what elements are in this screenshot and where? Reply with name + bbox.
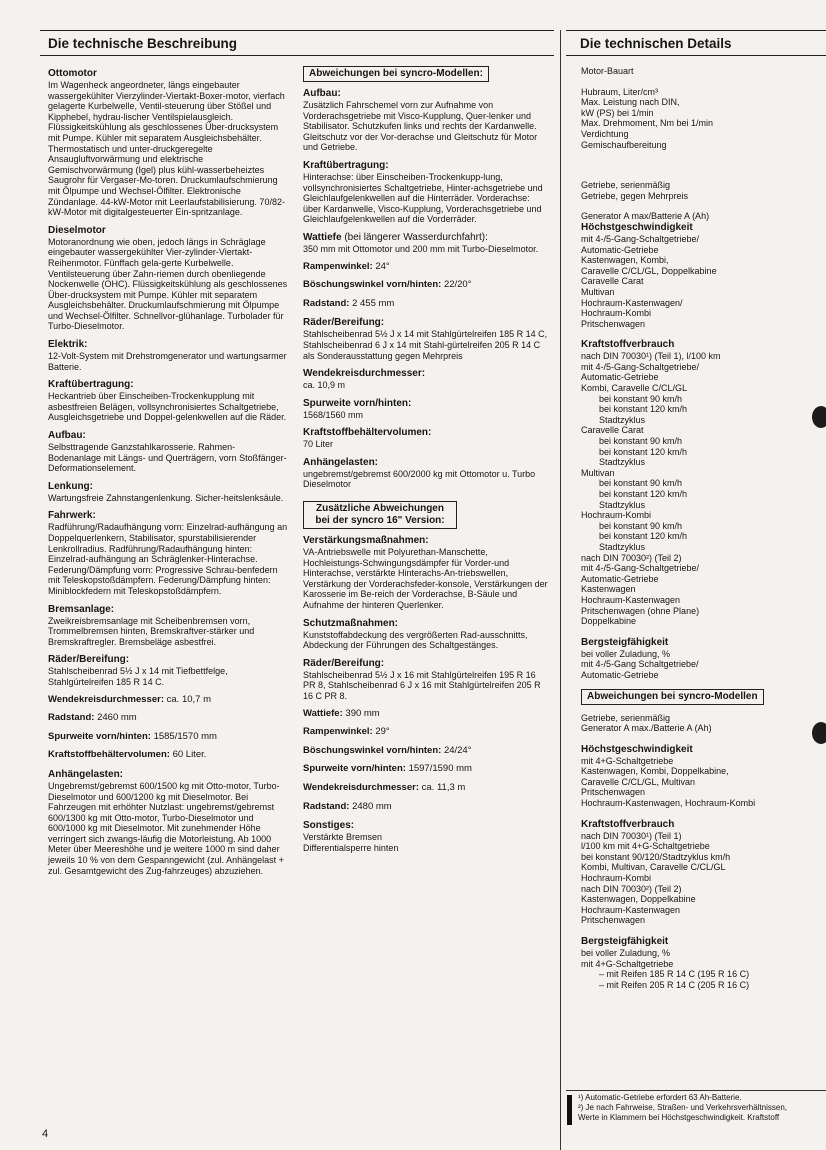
detail-label: Hochraum-Kastenwagen, Hochraum-Kombi <box>581 798 756 809</box>
detail-label: Getriebe, serienmäßig <box>581 180 671 191</box>
section-header-description: Die technische Beschreibung <box>40 30 554 56</box>
spacer <box>581 627 826 637</box>
spec-value: 1597/1590 mm <box>408 763 472 775</box>
spec-value: ca. 11,3 m <box>421 781 466 793</box>
section-title: Lenkung: <box>48 480 93 492</box>
spec-label: Böschungswinkel vorn/hinten: <box>303 279 442 291</box>
section-text: 350 mm mit Ottomotor und 200 mm mit Turbo-Dieselmotor. <box>303 243 539 254</box>
detail-label: Pritschenwagen <box>581 318 646 329</box>
syncro-section <box>303 457 548 490</box>
detail-label: bei konstant 90 km/h <box>599 478 683 489</box>
spec-label: Kraftstoffbehältervolumen: <box>48 749 170 761</box>
detail-label: mit 4-/5-Gang Schaltgetriebe/ <box>581 659 699 670</box>
syncro-section-wattiefe <box>303 232 548 255</box>
syncro16-section-sonstiges <box>303 820 548 853</box>
section-text: Stahlscheibenrad 5½ J x 16 mit Stahlgürtelreifen 195 R 16 PR 8, Stahlscheibenrad 6 J x 16 mit Stahlgürtelreifen 205 R 16 C PR 8. <box>303 669 541 701</box>
spec-value: 24/24° <box>443 744 472 756</box>
section-text: Kunststoffabdeckung des vergrößerten Rad-ausschnitts, Abdeckung der Führungen des Schaltgestänges. <box>303 629 528 651</box>
detail-heading: Kraftstoffverbrauch <box>581 339 675 351</box>
spec-label: Radstand: <box>303 297 350 309</box>
spacer <box>581 201 826 211</box>
description-column <box>48 68 288 883</box>
spec-line <box>48 695 288 706</box>
detail-label: Motor-Bauart <box>581 66 634 76</box>
syncro-column <box>303 62 548 860</box>
detail-label: Kastenwagen <box>581 584 636 595</box>
spec-value: 2480 mm <box>352 800 392 812</box>
detail-heading: Höchstgeschwindigkeit <box>581 743 693 755</box>
syncro16-section <box>303 658 548 702</box>
spec-label: Radstand: <box>303 800 350 812</box>
section-text: 12-Volt-System mit Drehstromgenerator und wartungsarmer Batterie. <box>48 351 287 372</box>
detail-label: Caravelle C/CL/GL, Doppelkabine <box>581 265 717 276</box>
section-title: Räder/Bereifung: <box>303 657 385 669</box>
detail-label: nach DIN 70030¹) (Teil 1), l/100 km <box>581 351 721 362</box>
description-section <box>48 604 288 648</box>
section-text: 1568/1560 mm <box>303 409 364 420</box>
detail-label: Pritschenwagen <box>581 915 646 926</box>
detail-label: Gemischaufbereitung <box>581 139 667 150</box>
syncro16-section <box>303 535 548 611</box>
detail-label: Multivan <box>581 467 615 478</box>
section-header-details: Die technischen Details <box>566 30 826 56</box>
section-title: Aufbau: <box>303 88 341 99</box>
detail-heading: Höchstgeschwindigkeit <box>581 221 693 233</box>
detail-label: Stadtzyklus <box>599 499 646 510</box>
section-title: Räder/Bereifung: <box>303 317 385 329</box>
section-title: Kraftstoffbehältervolumen: <box>303 427 432 439</box>
spec-value: 60 Liter. <box>172 749 207 761</box>
detail-label: Caravelle C/CL/GL, Multivan <box>581 776 696 787</box>
syncro-section <box>303 317 548 361</box>
detail-heading: Kraftstoffverbrauch <box>581 818 675 830</box>
section-title: Wendekreisdurchmesser: <box>303 368 426 380</box>
section-title: Bremsanlage: <box>48 603 115 615</box>
detail-label: nach DIN 70030²) (Teil 2) <box>581 552 682 563</box>
footnote-line: ²) Je nach Fahrweise, Straßen- und Verkehrsverhältnissen, <box>578 1103 787 1112</box>
detail-heading: Bergsteigfähigkeit <box>581 636 669 648</box>
spec-line <box>303 299 548 310</box>
section-title: Kraftübertragung: <box>48 379 134 391</box>
detail-label: Generator A max./Batterie A (Ah) <box>581 723 712 734</box>
spacer <box>581 809 826 819</box>
spec-label: Wendekreisdurchmesser: <box>303 781 419 793</box>
spec-line <box>303 764 548 775</box>
section-title: Schutzmaßnahmen: <box>303 617 399 629</box>
detail-label: Max. Drehmoment, Nm bei 1/min <box>581 118 714 129</box>
section-text: ca. 10,9 m <box>303 380 346 391</box>
description-section <box>48 430 288 474</box>
spec-value: 1585/1570 mm <box>153 730 217 742</box>
section-text: ungebremst/gebremst 600/2000 kg mit Ottomotor u. Turbo Dieselmotor <box>303 468 536 490</box>
spec-value: 2460 mm <box>97 712 137 724</box>
section-title: Verstärkungsmaßnahmen: <box>303 535 429 547</box>
section-title: Kraftübertragung: <box>303 159 389 171</box>
detail-label: Hochraum-Kastenwagen/ <box>581 297 683 308</box>
detail-label: Getriebe, gegen Mehrpreis <box>581 190 689 201</box>
detail-label: Pritschenwagen <box>581 787 646 798</box>
detail-label: Caravelle Carat <box>581 276 644 287</box>
spec-label: Wendekreisdurchmesser: <box>48 693 164 705</box>
section-text: Ungebremst/gebremst 600/1500 kg mit Otto-motor, Turbo-Dieselmotor und 600/1200 kg mit Dieselmotor. Bei Fahrzeugen mit erhöhter Nutzlast: ungebremst/gebremst 600/1300 kg mit Otto-motor, Turbo-Dieselmotor und 600/1000 kg mit Dieselmotor. Mit zunehmender Höhe verringert sich zwangs-läufig die Motorleistung. Ab 1000 Meter über Meereshöhe und je weitere 1000 m sind daher jeweils 10 % von dem Gespanngewicht (zul. Anhängelast + zul. Gesamtgewicht des Zug-fahrzeuges) abzuziehen. <box>48 780 284 876</box>
detail-label: nach DIN 70030¹) (Teil 1) <box>581 830 682 841</box>
section-text: 70 Liter <box>303 439 334 450</box>
detail-label: mit 4+G-Schaltgetriebe <box>581 755 674 766</box>
section-text: Selbsttragende Ganzstahlkarosserie. Rahmen-Bodenanlage mit Längs- und Querträgern, vorn Stoßfänger-Deformationselement. <box>48 442 287 474</box>
detail-label: Kombi, Caravelle C/CL/GL <box>581 383 688 394</box>
spec-value: 29° <box>375 726 390 738</box>
detail-label: mit 4-/5-Gang-Schaltgetriebe/ <box>581 361 700 372</box>
section-text: Im Wagenheck angeordneter, längs eingebauter wassergekühlter Vierzylinder-Viertakt-Boxer-motor, vierfach gelagerte Kurbelwelle, Ventil-steuerung über Stößel und Kipphebel, hydrau-lischer Ventilspielausgleich. Flüssigkeitskühlung als geschlossenes Über-drucksystem mit Pumpe. Kühler mit separatem Ausgleichsbehälter. Thermostatisch und unter-druckgeregelte Ansaugluftvorwärmung und elektrische Gemischvorwärmung (Igel) plus kühl-wasserbeheiztes Saugrohr für Vergaser-Mo-toren. Druckumlaufschmierung mit Ölpumpe und Wechsel-Ölfilter. Elektronische Zündanlage. 44-kW-Motor mit Leerlaufstabilisierung. 70/82-kW-Motor mit digitalgesteuerter Ein-spritzanlage. <box>48 80 285 218</box>
syncro16-section <box>303 618 548 651</box>
spec-label: Rampenwinkel: <box>303 260 373 272</box>
detail-label: Hochraum-Kastenwagen <box>581 594 681 605</box>
section-title: Anhängelasten: <box>48 768 124 780</box>
detail-label: l/100 km mit 4+G-Schaltgetriebe <box>581 841 710 852</box>
wattiefe-label: Wattiefe <box>303 231 342 243</box>
spec-line <box>303 280 548 291</box>
spacer <box>581 150 826 170</box>
description-section <box>48 339 288 372</box>
section-title <box>303 232 548 244</box>
description-section <box>48 481 288 504</box>
section-text: Wartungsfreie Zahnstangenlenkung. Sicher-heitslenksäule. <box>48 492 284 503</box>
syncro-section <box>303 427 548 450</box>
detail-label: bei konstant 120 km/h <box>599 489 688 499</box>
footnotes <box>566 1090 826 1123</box>
spec-label: Böschungswinkel vorn/hinten: <box>303 744 442 756</box>
spec-label: Radstand: <box>48 712 95 724</box>
section-text: Zweikreisbremsanlage mit Scheibenbremsen vorn, Trommelbremsen hinten, Bremskraftver-stärker und Bremskraftregler. Bremsbeläge asbestfrei. <box>48 615 255 647</box>
description-section <box>48 379 288 423</box>
section-title: Fahrwerk: <box>48 510 96 522</box>
section-title: Ottomotor <box>48 68 97 79</box>
section-title: Dieselmotor <box>48 224 106 236</box>
section-text: Stahlscheibenrad 5½ J x 14 mit Tiefbettfelge, Stahlgürtelreifen 185 R 14 C. <box>48 666 228 687</box>
detail-label: Hochraum-Kastenwagen <box>581 904 681 915</box>
description-section <box>48 68 288 218</box>
page-number: 4 <box>42 1128 49 1140</box>
detail-label: Kastenwagen, Doppelkabine <box>581 894 696 905</box>
syncro-section <box>303 368 548 391</box>
detail-label: Stadtzyklus <box>599 414 646 425</box>
detail-label: Automatic-Getriebe <box>581 372 659 383</box>
syncro-deviations-box-title: Abweichungen bei syncro-Modellen: <box>303 66 489 82</box>
footnote-line: ¹) Automatic-Getriebe erfordert 63 Ah-Batterie. <box>578 1093 742 1102</box>
spec-label: Wattiefe: <box>303 707 343 719</box>
spec-value: 390 mm <box>345 707 380 719</box>
detail-label: Doppelkabine <box>581 616 637 627</box>
binder-hole-icon <box>812 406 826 428</box>
section-text: VA-Antriebswelle mit Polyurethan-Manschette, Hochleistungs-Schwingungsdämpfer für Vorder-und Hinterachse, verstärkte Hinterachs-An-triebswellen, Verstärkung der Vorderachsfeder-konsole, Verstärkungen der Karosserie im Be-reich der Vorderachse, B-Säule und Aufnahme der hinteren Querlenker. <box>303 547 548 611</box>
detail-label: Hochraum-Kombi <box>581 510 652 521</box>
detail-label: Multivan <box>581 286 615 297</box>
spec-value: 22/20° <box>443 279 472 291</box>
detail-label: bei konstant 90/120/Stadtzyklus km/h <box>581 851 731 862</box>
detail-label: – mit Reifen 185 R 14 C (195 R 16 C) <box>599 969 750 980</box>
section-text: Verstärkte Bremsen <box>303 832 383 843</box>
details-column <box>581 66 826 990</box>
spec-line <box>303 802 548 813</box>
detail-label: Kombi, Multivan, Caravelle C/CL/GL <box>581 862 726 873</box>
detail-label: bei konstant 120 km/h <box>599 404 688 415</box>
syncro-details-box-title: Abweichungen bei syncro-Modellen <box>581 689 764 705</box>
section-title: Aufbau: <box>48 430 86 442</box>
detail-label: Getriebe, serienmäßig <box>581 712 671 723</box>
spacer <box>581 926 826 936</box>
spec-line <box>303 783 548 794</box>
detail-label: Hochraum-Kombi <box>581 873 652 884</box>
spec-line <box>303 746 548 757</box>
detail-label: bei konstant 120 km/h <box>599 531 688 542</box>
section-title: Räder/Bereifung: <box>48 654 130 666</box>
section-title: Elektrik: <box>48 339 88 351</box>
syncro-section <box>303 88 548 153</box>
detail-label: Pritschenwagen (ohne Plane) <box>581 605 700 616</box>
detail-label: bei konstant 90 km/h <box>599 436 683 447</box>
section-text: Radführung/Radaufhängung vorn: Einzelrad-aufhängung an Doppelquerlenkern, Stabilisator, spurstabilisierender Lenkrollradius. Radführung/Radaufhängung hinten: Einzelrad-aufhängung an Schräglenker-Hinterachse. Federung/Dämpfung vorn: Progressive Schrau-benfedern mit Teleskopstoßdämpfern. Federung/Dämpfung hinten: Miniblockfedern mit Teleskopstoßdämpfern. <box>48 522 288 596</box>
detail-label: bei konstant 120 km/h <box>599 446 688 457</box>
detail-label: Kastenwagen, Kombi, <box>581 255 669 266</box>
spec-line <box>303 709 548 720</box>
section-text: Motoranordnung wie oben, jedoch längs in Schräglage eingebauter wassergekühlter Vier-zylinder-Viertakt-Reihenmotor. Fünffach gela-gerte Kurbelwelle. Ventilsteuerung über Zahn-riemen durch obenliegende Nockenwelle (OHC). Flüssigkeitskühlung als geschlossenes Über-drucksystem mit Pumpe. Kühler mit separatem Ausgleichsbehälter. Druckumlaufschmierung mit Ölpumpe und Wechsel-Ölfilter. Schnellvor-glühanlage. Turbolader für Turbo-Dieselmotor. <box>48 236 288 332</box>
detail-label: Hochraum-Kombi <box>581 308 652 319</box>
spec-label: Spurweite vorn/hinten: <box>48 730 151 742</box>
description-section <box>48 225 288 332</box>
spec-line <box>303 262 548 273</box>
detail-label: bei voller Zuladung, % <box>581 648 671 659</box>
column-divider <box>560 30 561 1150</box>
section-text: Stahlscheibenrad 5½ J x 14 mit Stahlgürtelreifen 185 R 14 C, Stahlscheibenrad 6 J x 14 mit Stahl-gürtelreifen 205 R 14 C als Sonderausstattung gegen Mehrpreis <box>303 329 548 361</box>
section-text: Heckantrieb über Einscheiben-Trockenkupplung mit asbestfreien Belägen, vollsynchronisiertes Schaltgetriebe, Ausgleichsgetriebe und Doppel-gelenkwellen auf die Räder. <box>48 391 287 423</box>
detail-label: Max. Leistung nach DIN, <box>581 97 680 108</box>
detail-label: – mit Reifen 205 R 14 C (205 R 16 C) <box>599 979 750 990</box>
detail-label: Automatic-Getriebe <box>581 669 659 680</box>
detail-label: Caravelle Carat <box>581 425 644 436</box>
detail-label: bei konstant 90 km/h <box>599 520 683 531</box>
spec-value: 2 455 mm <box>352 297 395 309</box>
section-title: Sonstiges: <box>303 820 355 832</box>
detail-label: Stadtzyklus <box>599 541 646 552</box>
detail-label: bei konstant 90 km/h <box>599 393 683 404</box>
wattiefe-note: (bei längerer Wasserdurchfahrt): <box>344 231 488 243</box>
detail-heading: Bergsteigfähigkeit <box>581 936 669 947</box>
spec-label: Spurweite vorn/hinten: <box>303 763 406 775</box>
detail-label: Automatic-Getriebe <box>581 244 659 255</box>
detail-label: Automatic-Getriebe <box>581 573 659 584</box>
syncro16-box-title: Zusätzliche Abweichungen bei der syncro 16" Version: <box>303 501 457 529</box>
section-text: Zusätzlich Fahrschemel vorn zur Aufnahme von Vorderachsgetriebe mit Visco-Kupplung, Quer-lenker und Stabilisator. Schutzkufen links und rechts der Kardanwelle. Gleitschutz vor der Vor-derachse und Gleitschutz für Motor und Getriebe. <box>303 100 538 153</box>
detail-label: Generator A max/Batterie A (Ah) <box>581 211 710 222</box>
spacer <box>581 170 826 180</box>
section-title: Spurweite vorn/hinten: <box>303 397 412 409</box>
detail-label: Verdichtung <box>581 128 629 139</box>
spec-line <box>303 727 548 738</box>
detail-label: Stadtzyklus <box>599 457 646 468</box>
detail-label: Kastenwagen, Kombi, Doppelkabine, <box>581 766 729 777</box>
spec-value: 24° <box>375 260 390 272</box>
spec-label: Rampenwinkel: <box>303 726 373 738</box>
detail-label: bei voller Zuladung, % <box>581 948 671 958</box>
detail-label: mit 4-/5-Gang-Schaltgetriebe/ <box>581 563 700 574</box>
detail-label: kW (PS) bei 1/min <box>581 107 654 118</box>
section-text: Hinterachse: über Einscheiben-Trockenkupp-lung, vollsynchronisiertes Schaltgetriebe, Hinter-achsgetriebe und Gleichlaufgelenkwellen auf die Hinterräder. Vorderachse: über Kardanwelle, Visco-Kupplung, Vorderachsgetriebe und Gleichlaufgelenkwellen auf die Vorderräder. <box>303 171 543 225</box>
footnote-line: Werte in Klammern bei Höchstgeschwindigkeit. Kraftstoff <box>578 1113 780 1122</box>
description-section <box>48 654 288 687</box>
spec-line <box>48 713 288 724</box>
spacer <box>581 329 826 339</box>
detail-label: nach DIN 70030²) (Teil 2) <box>581 883 682 894</box>
syncro-section <box>303 398 548 421</box>
binder-hole-icon <box>812 722 826 744</box>
description-section <box>48 510 288 596</box>
spacer <box>581 734 826 744</box>
section-title: Anhängelasten: <box>303 456 379 468</box>
spec-value: ca. 10,7 m <box>166 693 211 705</box>
detail-label: mit 4+G-Schaltgetriebe <box>581 958 674 969</box>
spec-line <box>48 750 288 761</box>
detail-label: mit 4-/5-Gang-Schaltgetriebe/ <box>581 233 700 244</box>
section-text: Differentialsperre hinten <box>303 842 399 853</box>
detail-label: Hubraum, Liter/cm³ <box>581 86 659 97</box>
spacer <box>581 77 826 87</box>
syncro-section <box>303 160 548 225</box>
spec-line <box>48 732 288 743</box>
description-section-anhaengelasten <box>48 769 288 876</box>
